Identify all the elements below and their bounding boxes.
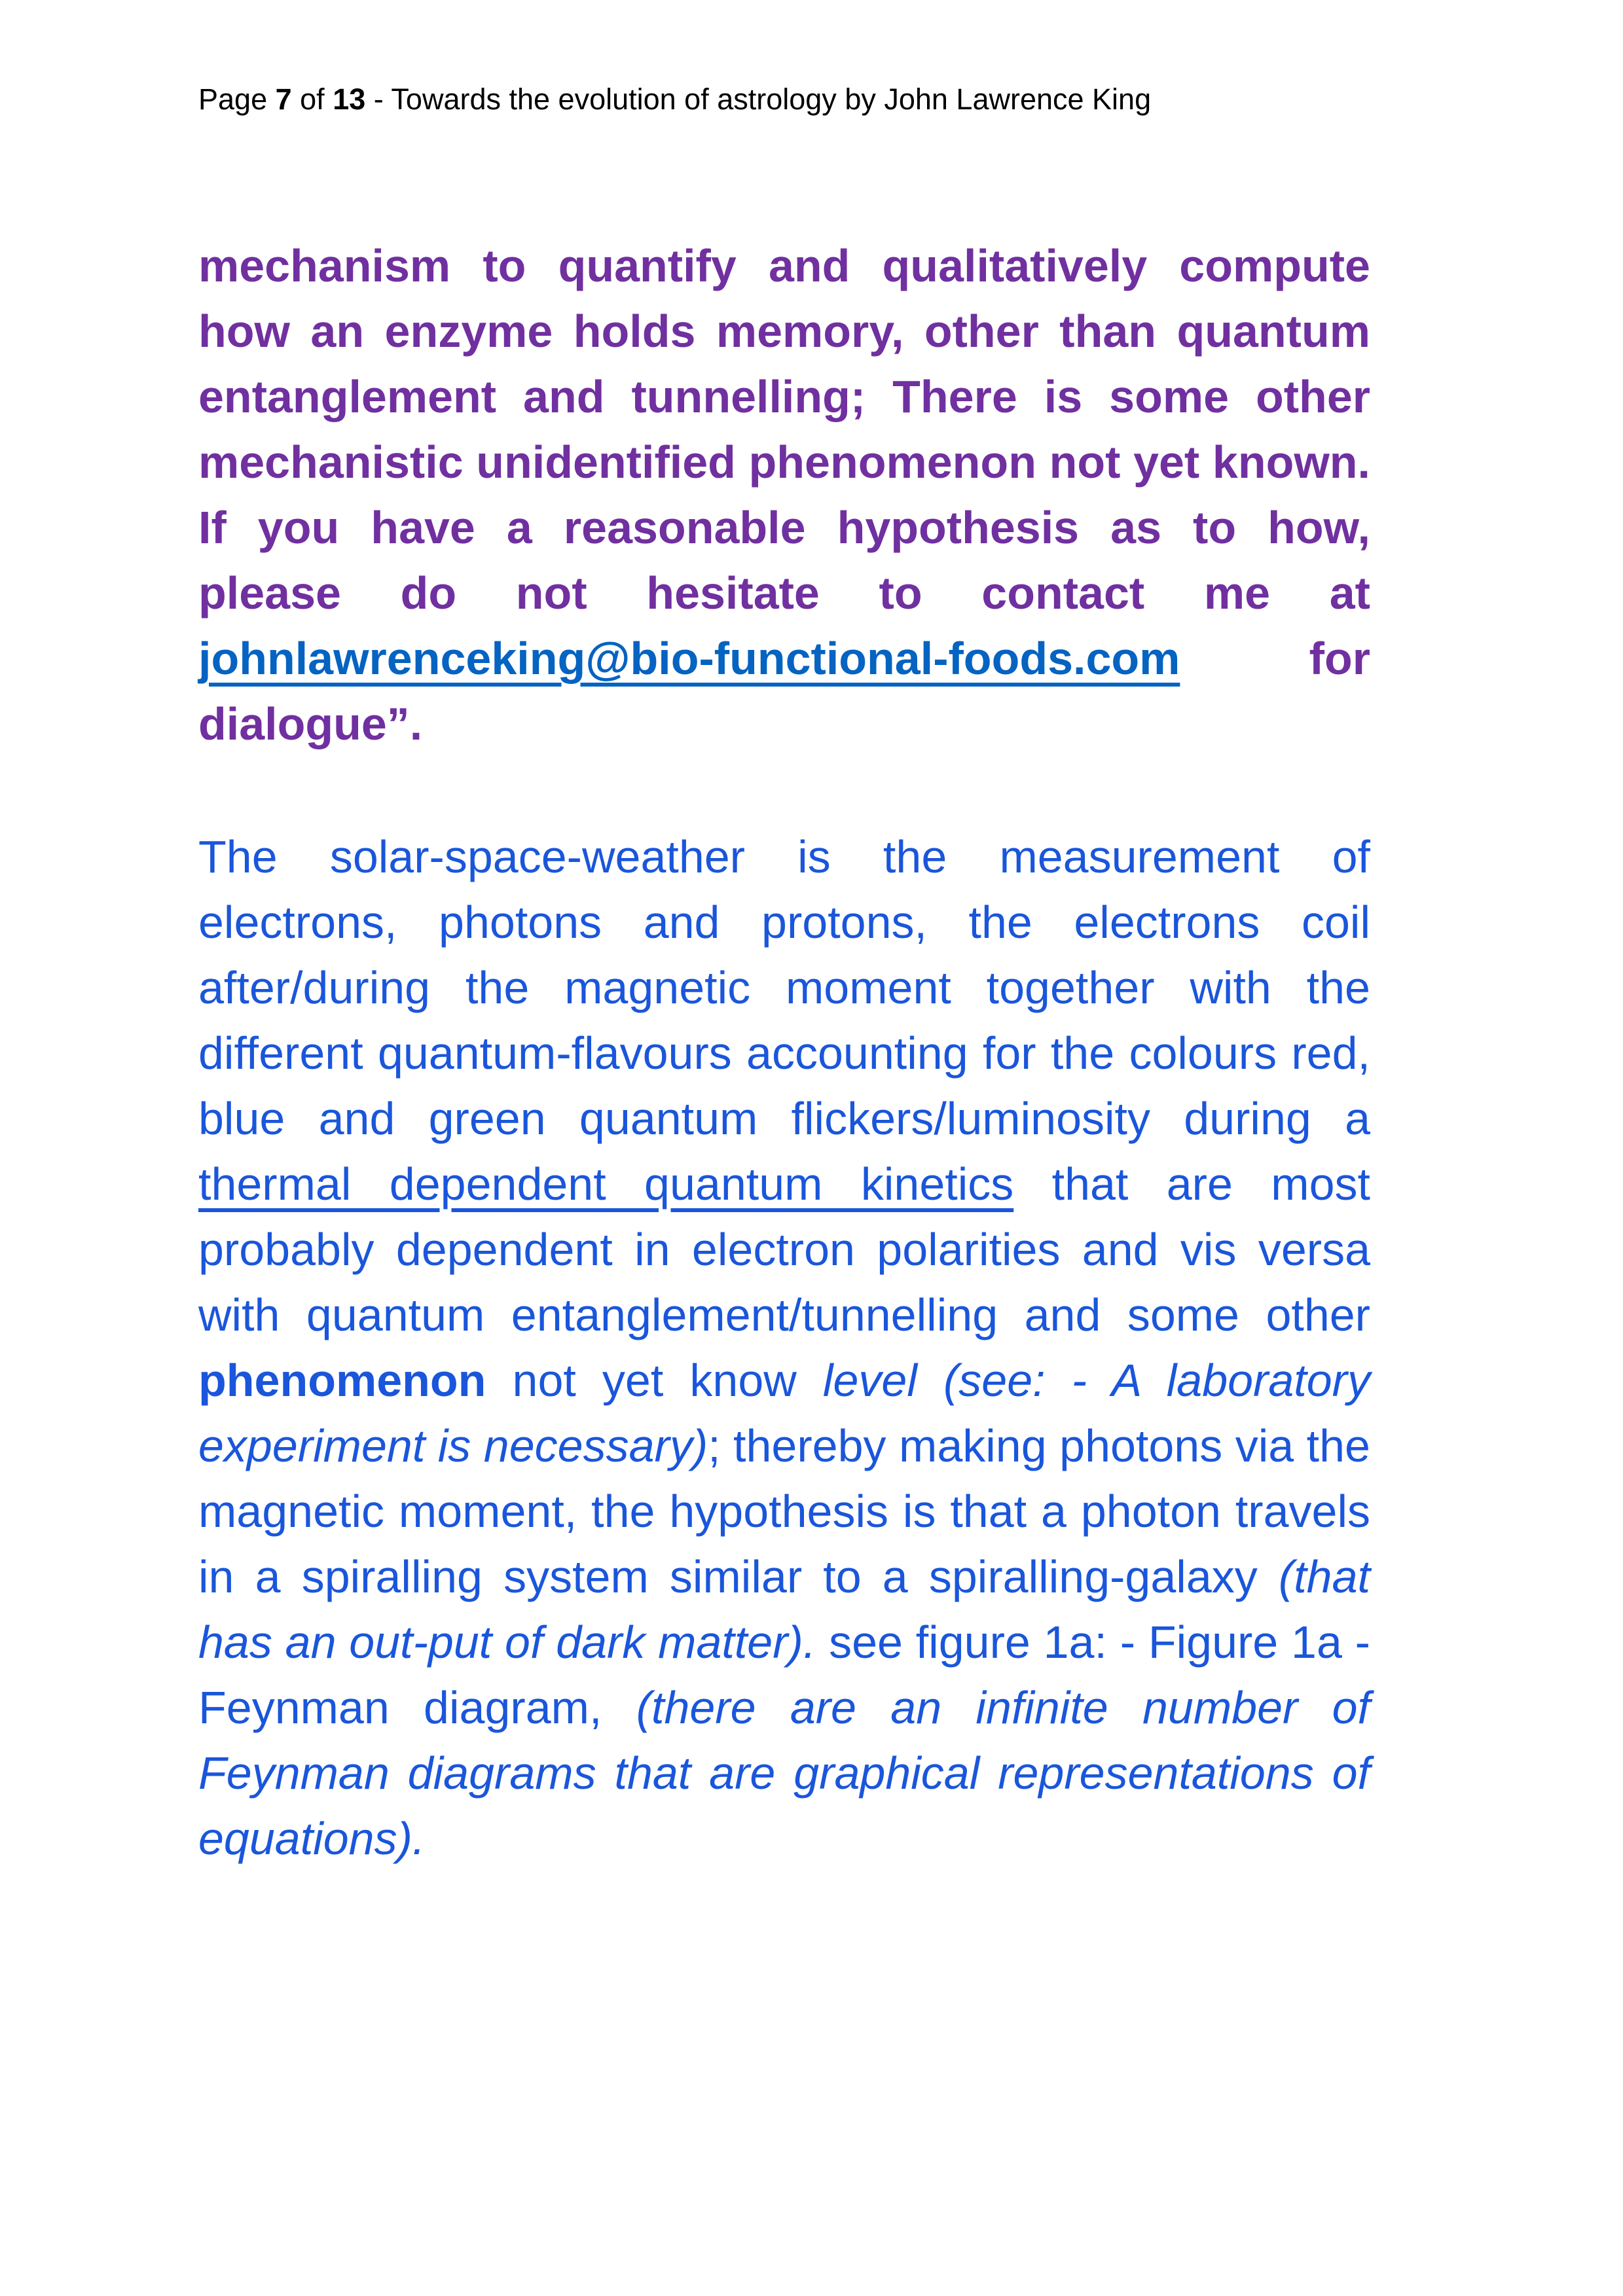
page-body bbox=[198, 233, 1370, 1871]
quote-paragraph bbox=[198, 233, 1370, 757]
header-doc-title: - Towards the evolution of astrology by John Lawrence King bbox=[365, 82, 1152, 116]
quote-text: mechanism to quantify and qualitatively compute how an enzyme holds memory, other than quantum entanglement and tunnelling; There is some other mechanistic unidentified phenomenon not yet known. If you have a reasonable hypothesis as to how, please do not hesitate to contact me at bbox=[198, 240, 1370, 619]
solar-text-4: ; thereby making photons via the magnetic moment, the hypothesis is that a photon travels in a spiralling system similar to a spiralling-galaxy bbox=[198, 1420, 1370, 1602]
bold-word-phenomenon: phenomenon bbox=[198, 1355, 486, 1406]
email-link[interactable]: johnlawrenceking@bio-functional-foods.com bbox=[198, 633, 1180, 684]
header-text-of: of bbox=[291, 82, 333, 116]
solar-weather-paragraph bbox=[198, 824, 1370, 1871]
header-page-number: 7 bbox=[275, 82, 292, 116]
solar-text-3: not yet know bbox=[486, 1355, 823, 1406]
header-page-total: 13 bbox=[333, 82, 366, 116]
italic-phrase-dark-matter: (that has an out-put of dark matter). bbox=[198, 1551, 1370, 1668]
solar-text-5: see figure 1a: - Figure 1a - Feynman diagram, bbox=[198, 1617, 1370, 1733]
italic-phrase-laboratory: level (see: - A laboratory experiment is necessary) bbox=[198, 1355, 1370, 1471]
solar-text-1: The solar-space-weather is the measurement of electrons, photons and protons, the electrons coil after/during the magnetic moment together with the different quantum-flavours accounting for the colours red, blue and green quantum flickers/luminosity during a bbox=[198, 831, 1370, 1144]
quote-tail: for dialogue”. bbox=[198, 633, 1370, 749]
header-text-page: Page bbox=[198, 82, 276, 116]
italic-phrase-feynman-diagrams: (there are an infinite number of Feynman diagrams that are graphical representations of equations). bbox=[198, 1682, 1370, 1864]
solar-text-2: that are most probably dependent in electron polarities and vis versa with quantum entanglement/tunnelling and some other bbox=[198, 1158, 1370, 1340]
page-header bbox=[198, 80, 1442, 119]
underlined-phrase-thermal-kinetics: thermal dependent quantum kinetics bbox=[198, 1158, 1014, 1210]
